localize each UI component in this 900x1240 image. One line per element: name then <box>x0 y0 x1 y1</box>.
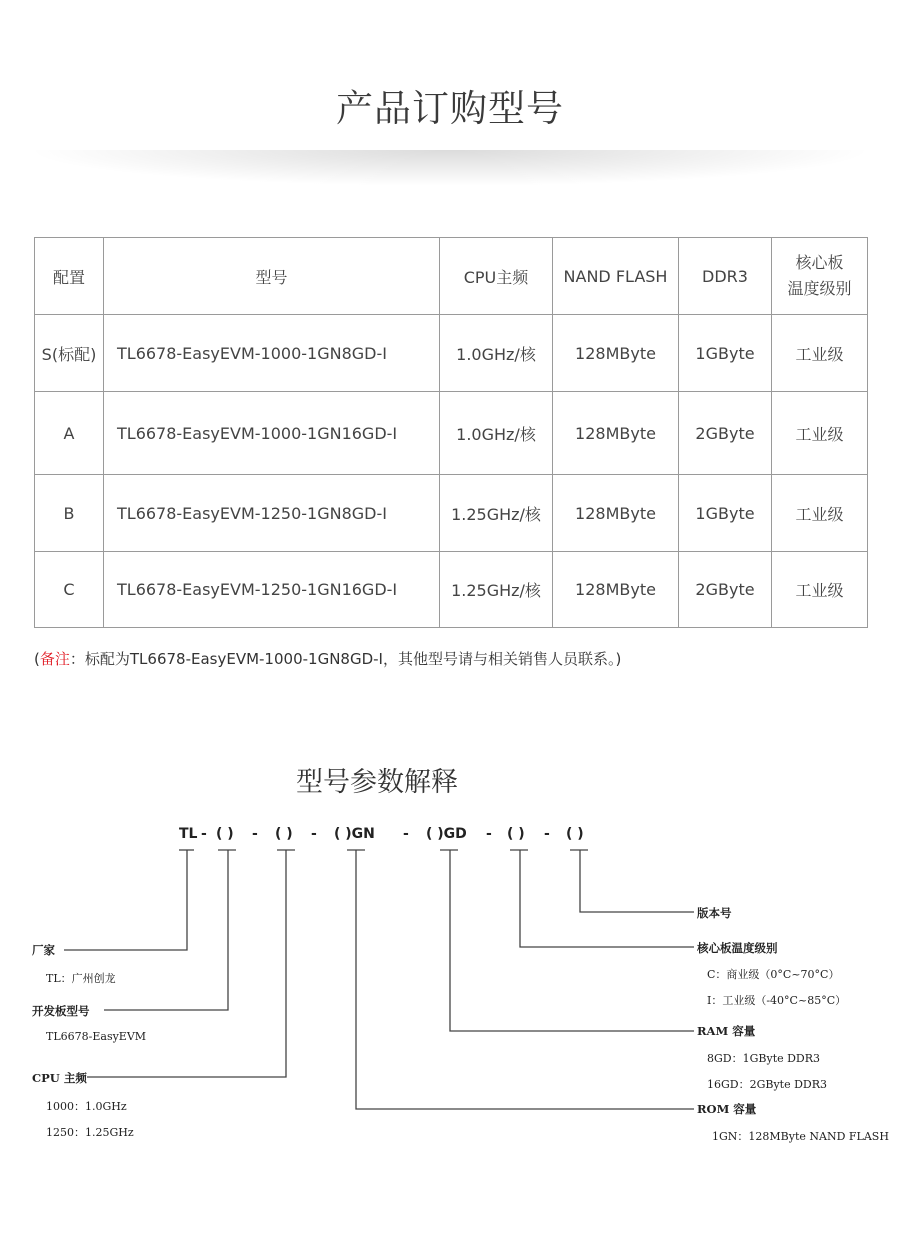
code-dash: - <box>311 826 317 842</box>
label-ram-value2: 16GD：2GByte DDR3 <box>707 1078 828 1091</box>
cell-cpu: 1.25GHz/核 <box>440 475 553 552</box>
label-board-value: TL6678-EasyEVM <box>46 1030 147 1043</box>
cell-nand: 128MByte <box>553 475 679 552</box>
code-slot-rom: ( )GN <box>334 826 375 842</box>
cell-ddr: 2GByte <box>679 552 772 628</box>
label-temp: 核心板温度级别 <box>697 941 778 955</box>
cell-nand: 128MByte <box>553 552 679 628</box>
code-vendor: TL <box>179 826 198 842</box>
label-vendor-value: TL：广州创龙 <box>46 972 116 985</box>
label-cpu-value2: 1250：1.25GHz <box>46 1126 134 1139</box>
cell-temp: 工业级 <box>772 552 868 628</box>
note-open-paren: ( <box>34 650 40 668</box>
code-slot-temp: ( ) <box>507 826 525 842</box>
code-dash: - <box>403 826 409 842</box>
note-label: 备注 <box>39 650 70 668</box>
code-slot-board: ( ) <box>216 826 234 842</box>
header-cpu: CPU主频 <box>440 238 553 315</box>
code-slot-ram: ( )GD <box>426 826 467 842</box>
page-title: 产品订购型号 <box>336 87 564 130</box>
code-dash: - <box>486 826 492 842</box>
label-cpu-value1: 1000：1.0GHz <box>46 1100 127 1113</box>
code-slot-cpu: ( ) <box>275 826 293 842</box>
code-dash: - <box>544 826 550 842</box>
label-vendor: 厂家 <box>32 943 55 957</box>
cell-ddr: 1GByte <box>679 315 772 392</box>
header-temp-line1: 核心板 <box>795 253 844 272</box>
cell-cpu: 1.0GHz/核 <box>440 392 553 475</box>
label-ram-value1: 8GD：1GByte DDR3 <box>707 1052 821 1065</box>
label-temp-value2: I：工业级（-40°C~85°C） <box>707 994 847 1007</box>
code-slot-version: ( ) <box>566 826 584 842</box>
header-model: 型号 <box>104 238 440 315</box>
cell-temp: 工业级 <box>772 475 868 552</box>
cell-ddr: 2GByte <box>679 392 772 475</box>
header-nand: NAND FLASH <box>553 238 679 315</box>
cell-model: TL6678-EasyEVM-1250-1GN8GD-I <box>104 475 440 552</box>
header-ddr: DDR3 <box>679 238 772 315</box>
header-temp-line2: 温度级别 <box>787 279 852 298</box>
cell-ddr: 1GByte <box>679 475 772 552</box>
cell-temp: 工业级 <box>772 315 868 392</box>
header-config: 配置 <box>35 238 104 315</box>
label-rom-value: 1GN：128MByte NAND FLASH <box>712 1130 889 1143</box>
cell-cpu: 1.25GHz/核 <box>440 552 553 628</box>
label-cpu: CPU 主频 <box>32 1071 87 1085</box>
note-text: ：标配为TL6678-EasyEVM-1000-1GN8GD-I，其他型号请与相关销售人员联系。) <box>69 650 622 668</box>
section-title-params: 型号参数解释 <box>296 767 458 798</box>
label-temp-value1: C：商业级（0°C~70°C） <box>707 968 840 981</box>
code-dash: - <box>201 826 207 842</box>
cell-model: TL6678-EasyEVM-1000-1GN16GD-I <box>104 392 440 475</box>
cell-config: C <box>35 552 104 628</box>
cell-nand: 128MByte <box>553 392 679 475</box>
cell-config: A <box>35 392 104 475</box>
cell-model: TL6678-EasyEVM-1250-1GN16GD-I <box>104 552 440 628</box>
label-ram: RAM 容量 <box>697 1024 756 1038</box>
label-board: 开发板型号 <box>32 1004 90 1018</box>
label-version: 版本号 <box>697 906 732 920</box>
cell-nand: 128MByte <box>553 315 679 392</box>
cell-config: B <box>35 475 104 552</box>
code-dash: - <box>252 826 258 842</box>
label-rom: ROM 容量 <box>697 1102 757 1116</box>
cell-temp: 工业级 <box>772 392 868 475</box>
cell-model: TL6678-EasyEVM-1000-1GN8GD-I <box>104 315 440 392</box>
cell-config: S(标配) <box>35 315 104 392</box>
cell-cpu: 1.0GHz/核 <box>440 315 553 392</box>
